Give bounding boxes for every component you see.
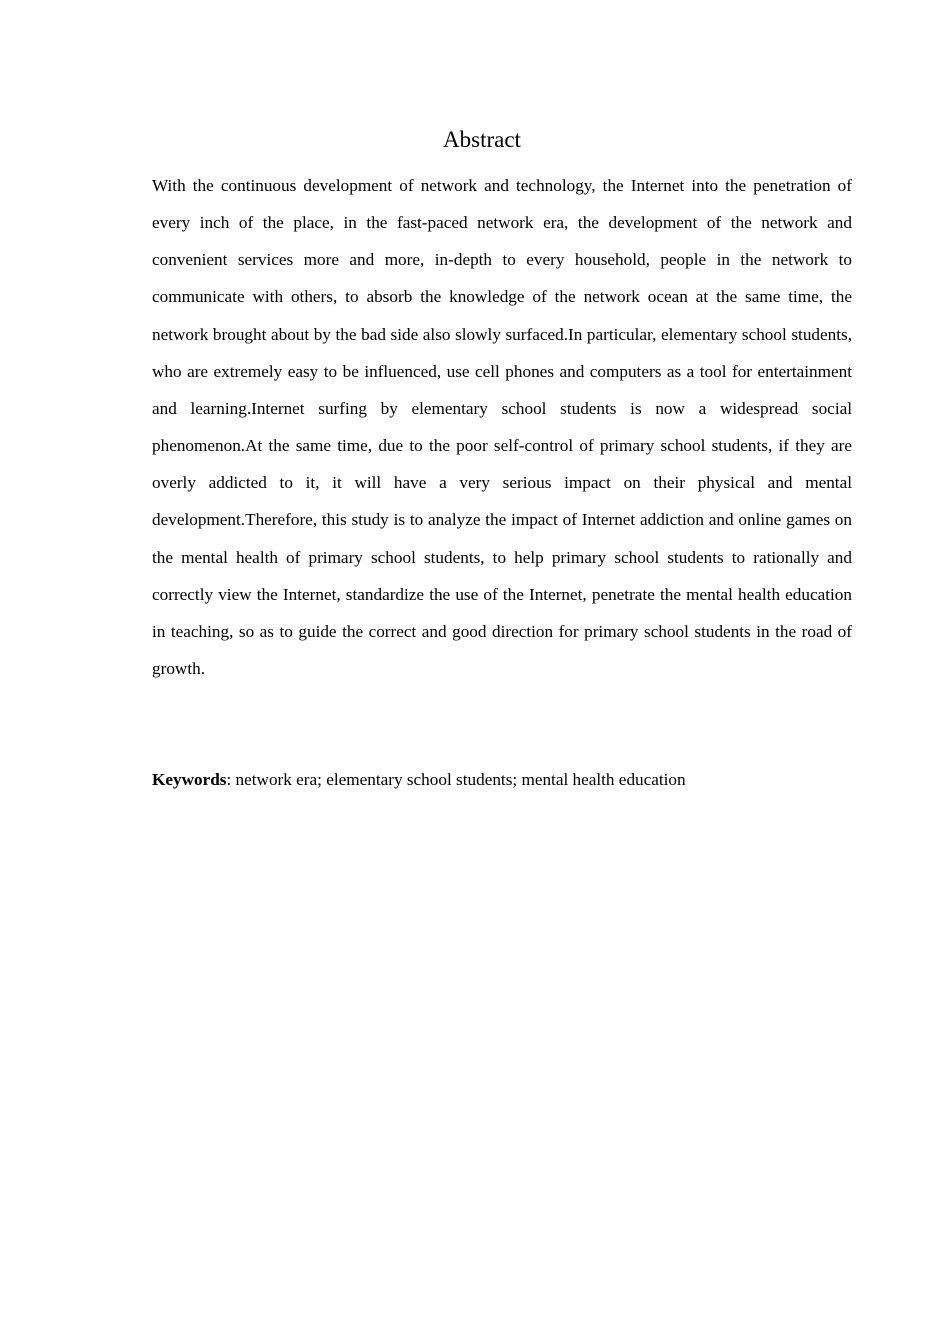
keywords-text: : network era; elementary school students; mental health education [226,770,686,789]
abstract-title: Abstract [443,127,521,152]
abstract-body: With the continuous development of network and technology, the Internet into the penetration of every inch of the place, in the fast-paced network era, the development of the network and convenient services more and more, in-depth to every household, people in the network to communicate with others, to absorb the knowledge of the network ocean at the same time, the network brought about by the bad side also slowly surfaced.In particular, elementary school students, who are extremely easy to be influenced, use cell phones and computers as a tool for entertainment and learning.Internet surfing by elementary school students is now a widespread social phenomenon.At the same time, due to the poor self-control of primary school students, if they are overly addicted to it, it will have a very serious impact on their physical and mental development.Therefore, this study is to analyze the impact of Internet addiction and online games on the mental health of primary school students, to help primary school students to rationally and correctly view the Internet, standardize the use of the Internet, penetrate the mental health education in teaching, so as to guide the correct and good direction for primary school students in the road of growth. [152,176,852,679]
keywords-line [152,765,852,795]
keywords-label: Keywords [152,770,227,789]
